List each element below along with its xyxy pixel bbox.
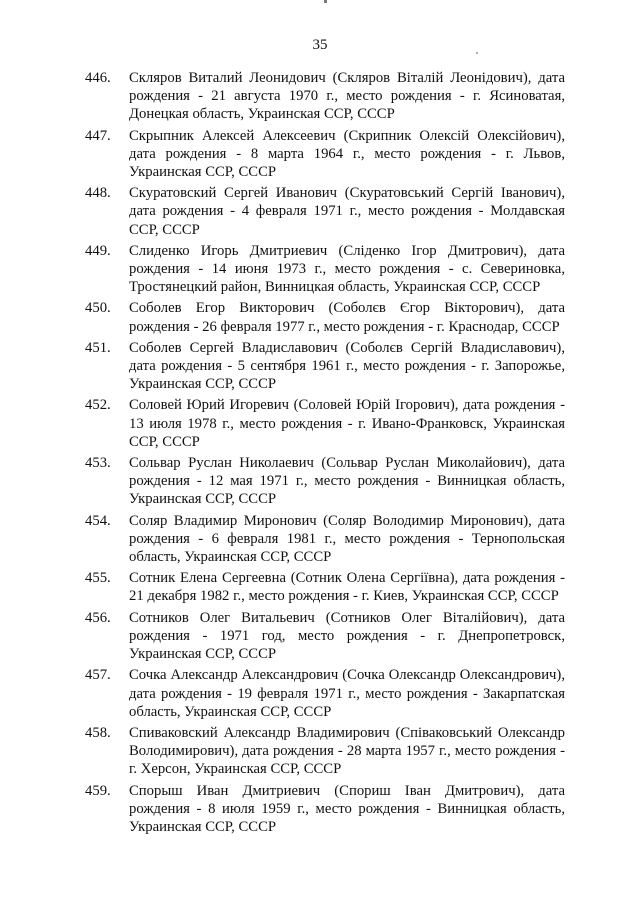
entry-number: 452. [85, 397, 111, 414]
entry-number: 449. [85, 242, 111, 259]
entry-number: 453. [85, 455, 111, 472]
scan-speck [476, 52, 478, 54]
entry-text: Слиденко Игорь Дмитриевич (Сліденко Ігор Дмитрович), дата рождения - 14 июня 1973 г., место рождения - с. Севериновка, Тростянецкий район, Винницкая область, Украинская ССР, СССР [129, 242, 565, 296]
entry-number: 457. [85, 667, 111, 684]
entry-number: 451. [85, 339, 111, 356]
entry-number: 455. [85, 570, 111, 587]
entry-number: 446. [85, 70, 111, 86]
entry-text: Сольвар Руслан Николаевич (Сольвар Руслан Миколайович), дата рождения - 12 мая 1971 г., место рождения - Винницкая область, Украинская ССР, СССР [129, 455, 565, 508]
entry-text: Сотников Олег Витальевич (Сотников Олег Віталійович), дата рождения - 1971 год, место рождения - г. Днепропетровск, Украинская ССР, СССР [129, 609, 565, 663]
list-item [85, 339, 565, 394]
list-item [85, 666, 565, 721]
entry-number: 454. [85, 512, 111, 529]
list-item [85, 69, 565, 124]
list-item [85, 242, 565, 297]
entry-number: 450. [85, 300, 111, 317]
entry-list [85, 69, 565, 839]
list-item [85, 454, 565, 509]
entry-number: 456. [85, 609, 111, 626]
page-number: 35 [312, 37, 328, 53]
list-item [85, 396, 565, 451]
entry-text: Сочка Александр Александрович (Сочка Олександр Олександрович), дата рождения - 19 февраля 1971 г., место рождения - Закарпатская область, Украинская ССР, СССР [129, 667, 565, 720]
entry-text: Соляр Владимир Миронович (Соляр Володимир Миронович), дата рождения - 6 февраля 1981 г., место рождения - Тернопольская область, Украинская ССР, СССР [129, 512, 565, 566]
entry-text: Соловей Юрий Игоревич (Соловей Юрій Ігорович), дата рождения - 13 июля 1978 г., место рождения - г. Ивано-Франковск, Украинская ССР, СССР [129, 397, 565, 450]
entry-text: Соболев Сергей Владиславович (Соболєв Сергій Владиславович), дата рождения - 5 сентября 1961 г., место рождения - г. Запорожье, Украинская ССР, СССР [129, 339, 565, 393]
entry-number: 458. [85, 724, 111, 741]
entry-number: 459. [85, 782, 111, 799]
list-item [85, 127, 565, 182]
entry-text: Сотник Елена Сергеевна (Сотник Олена Сергіївна), дата рождения - 21 декабря 1982 г., место рождения - г. Киев, Украинская ССР, СССР [129, 570, 565, 605]
entry-text: Скуратовский Сергей Иванович (Скуратовський Сергій Іванович), дата рождения - 4 февраля 1971 г., место рождения - Молдавская ССР, СССР [129, 185, 565, 238]
entry-text: Соболев Егор Викторович (Соболєв Єгор Вікторович), дата рождения - 26 февраля 1977 г., место рождения - г. Краснодар, СССР [129, 300, 565, 335]
list-item [85, 512, 565, 567]
list-item [85, 569, 565, 605]
entry-text: Скрыпник Алексей Алексеевич (Скрипник Олексій Олексійович), дата рождения - 8 марта 1964 г., место рождения - г. Львов, Украинская ССР, СССР [129, 127, 565, 181]
list-item [85, 184, 565, 239]
scan-mark [324, 0, 327, 3]
entry-text: Спорыш Иван Дмитриевич (Спориш Іван Дмитрович), дата рождения - 8 июля 1959 г., место рождения - Винницкая область, Украинская ССР, СССР [129, 782, 565, 835]
list-item [85, 782, 565, 837]
list-item [85, 724, 565, 779]
entry-text: Спиваковский Александр Владимирович (Співаковський Олександр Володимирович), дата рождения - 28 марта 1957 г., место рождения - г. Херсон, Украинская ССР, СССР [129, 724, 565, 778]
list-item [85, 299, 565, 335]
entry-text: Скляров Виталий Леонидович (Скляров Віталій Леонідович), дата рождения - 21 августа 1970 г., место рождения - г. Ясиноватая, Донецкая область, Украинская ССР, СССР [129, 70, 565, 123]
entry-number: 448. [85, 185, 111, 202]
entry-number: 447. [85, 127, 111, 144]
list-item [85, 609, 565, 664]
